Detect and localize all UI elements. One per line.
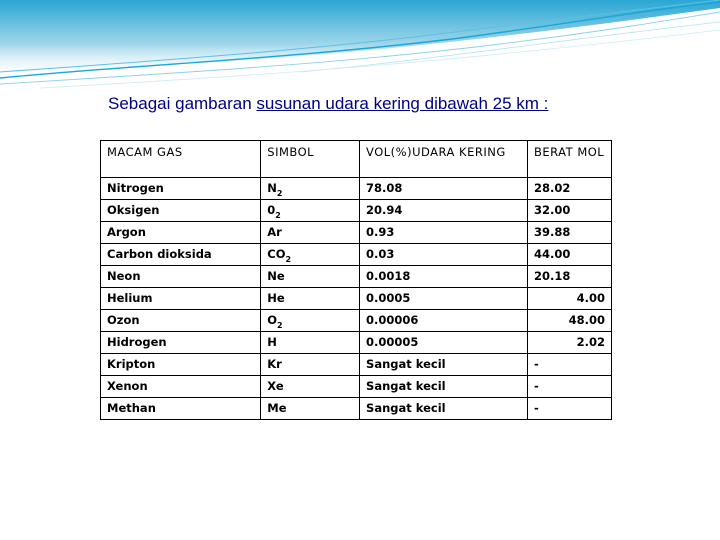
volume-percent: Sangat kecil bbox=[360, 398, 528, 420]
table-row bbox=[101, 200, 612, 222]
gas-symbol bbox=[261, 178, 360, 200]
molar-weight: - bbox=[527, 376, 611, 398]
symbol-text: Kr bbox=[267, 357, 282, 371]
table-header-row bbox=[101, 141, 612, 178]
molar-weight: 4.00 bbox=[527, 288, 611, 310]
table-row bbox=[101, 376, 612, 398]
table-row bbox=[101, 288, 612, 310]
gas-symbol bbox=[261, 288, 360, 310]
volume-percent: 0.00006 bbox=[360, 310, 528, 332]
gas-symbol bbox=[261, 354, 360, 376]
table-row bbox=[101, 310, 612, 332]
volume-percent: 78.08 bbox=[360, 178, 528, 200]
gas-symbol bbox=[261, 200, 360, 222]
table-row bbox=[101, 354, 612, 376]
table-row bbox=[101, 332, 612, 354]
symbol-text: H bbox=[267, 335, 277, 349]
volume-percent: 0.0005 bbox=[360, 288, 528, 310]
header-gas-type: MACAM GAS bbox=[101, 141, 261, 178]
header-weight: BERAT MOL bbox=[527, 141, 611, 178]
table-row bbox=[101, 266, 612, 288]
gas-name: Xenon bbox=[101, 376, 261, 398]
symbol-text: O bbox=[267, 313, 278, 327]
symbol-text: 0 bbox=[267, 203, 276, 217]
molar-weight: - bbox=[527, 398, 611, 420]
gas-name: Kripton bbox=[101, 354, 261, 376]
molar-weight: 28.02 bbox=[527, 178, 611, 200]
volume-percent: 0.93 bbox=[360, 222, 528, 244]
gas-symbol bbox=[261, 222, 360, 244]
table-row bbox=[101, 178, 612, 200]
volume-percent: 0.03 bbox=[360, 244, 528, 266]
molar-weight: 44.00 bbox=[527, 244, 611, 266]
gas-name: Oksigen bbox=[101, 200, 261, 222]
gas-symbol bbox=[261, 310, 360, 332]
gas-symbol bbox=[261, 376, 360, 398]
gas-composition-table bbox=[100, 140, 612, 420]
symbol-text: Xe bbox=[267, 379, 284, 393]
gas-name: Carbon dioksida bbox=[101, 244, 261, 266]
header-symbol: SIMBOL bbox=[261, 141, 360, 178]
gas-name: Neon bbox=[101, 266, 261, 288]
molar-weight: 48.00 bbox=[527, 310, 611, 332]
volume-percent: Sangat kecil bbox=[360, 354, 528, 376]
symbol-text: He bbox=[267, 291, 285, 305]
table-row bbox=[101, 222, 612, 244]
gas-name: Argon bbox=[101, 222, 261, 244]
molar-weight: - bbox=[527, 354, 611, 376]
gas-symbol bbox=[261, 266, 360, 288]
symbol-text: N bbox=[267, 181, 277, 195]
symbol-text: Ne bbox=[267, 269, 285, 283]
gas-name: Methan bbox=[101, 398, 261, 420]
heading-lead: Sebagai gambaran bbox=[108, 94, 257, 113]
molar-weight: 39.88 bbox=[527, 222, 611, 244]
volume-percent: 0.0018 bbox=[360, 266, 528, 288]
symbol-subscript: 2 bbox=[285, 255, 292, 264]
gas-symbol bbox=[261, 244, 360, 266]
symbol-text: CO bbox=[267, 247, 286, 261]
molar-weight: 32.00 bbox=[527, 200, 611, 222]
volume-percent: Sangat kecil bbox=[360, 376, 528, 398]
volume-percent: 20.94 bbox=[360, 200, 528, 222]
table-row bbox=[101, 398, 612, 420]
table-row bbox=[101, 244, 612, 266]
symbol-subscript: 2 bbox=[276, 189, 283, 198]
molar-weight: 20.18 bbox=[527, 266, 611, 288]
symbol-subscript: 2 bbox=[275, 211, 281, 220]
gas-symbol bbox=[261, 332, 360, 354]
volume-percent: 0.00005 bbox=[360, 332, 528, 354]
molar-weight: 2.02 bbox=[527, 332, 611, 354]
gas-name: Nitrogen bbox=[101, 178, 261, 200]
wave-decoration bbox=[0, 0, 720, 90]
symbol-text: Ar bbox=[267, 225, 282, 239]
symbol-text: Me bbox=[267, 401, 287, 415]
gas-symbol bbox=[261, 398, 360, 420]
gas-name: Hidrogen bbox=[101, 332, 261, 354]
gas-name: Ozon bbox=[101, 310, 261, 332]
symbol-subscript: 2 bbox=[277, 321, 283, 330]
gas-name: Helium bbox=[101, 288, 261, 310]
header-volume: VOL(%)UDARA KERING bbox=[360, 141, 528, 178]
slide-heading bbox=[108, 94, 548, 114]
heading-underlined: susunan udara kering dibawah 25 km : bbox=[256, 94, 549, 113]
